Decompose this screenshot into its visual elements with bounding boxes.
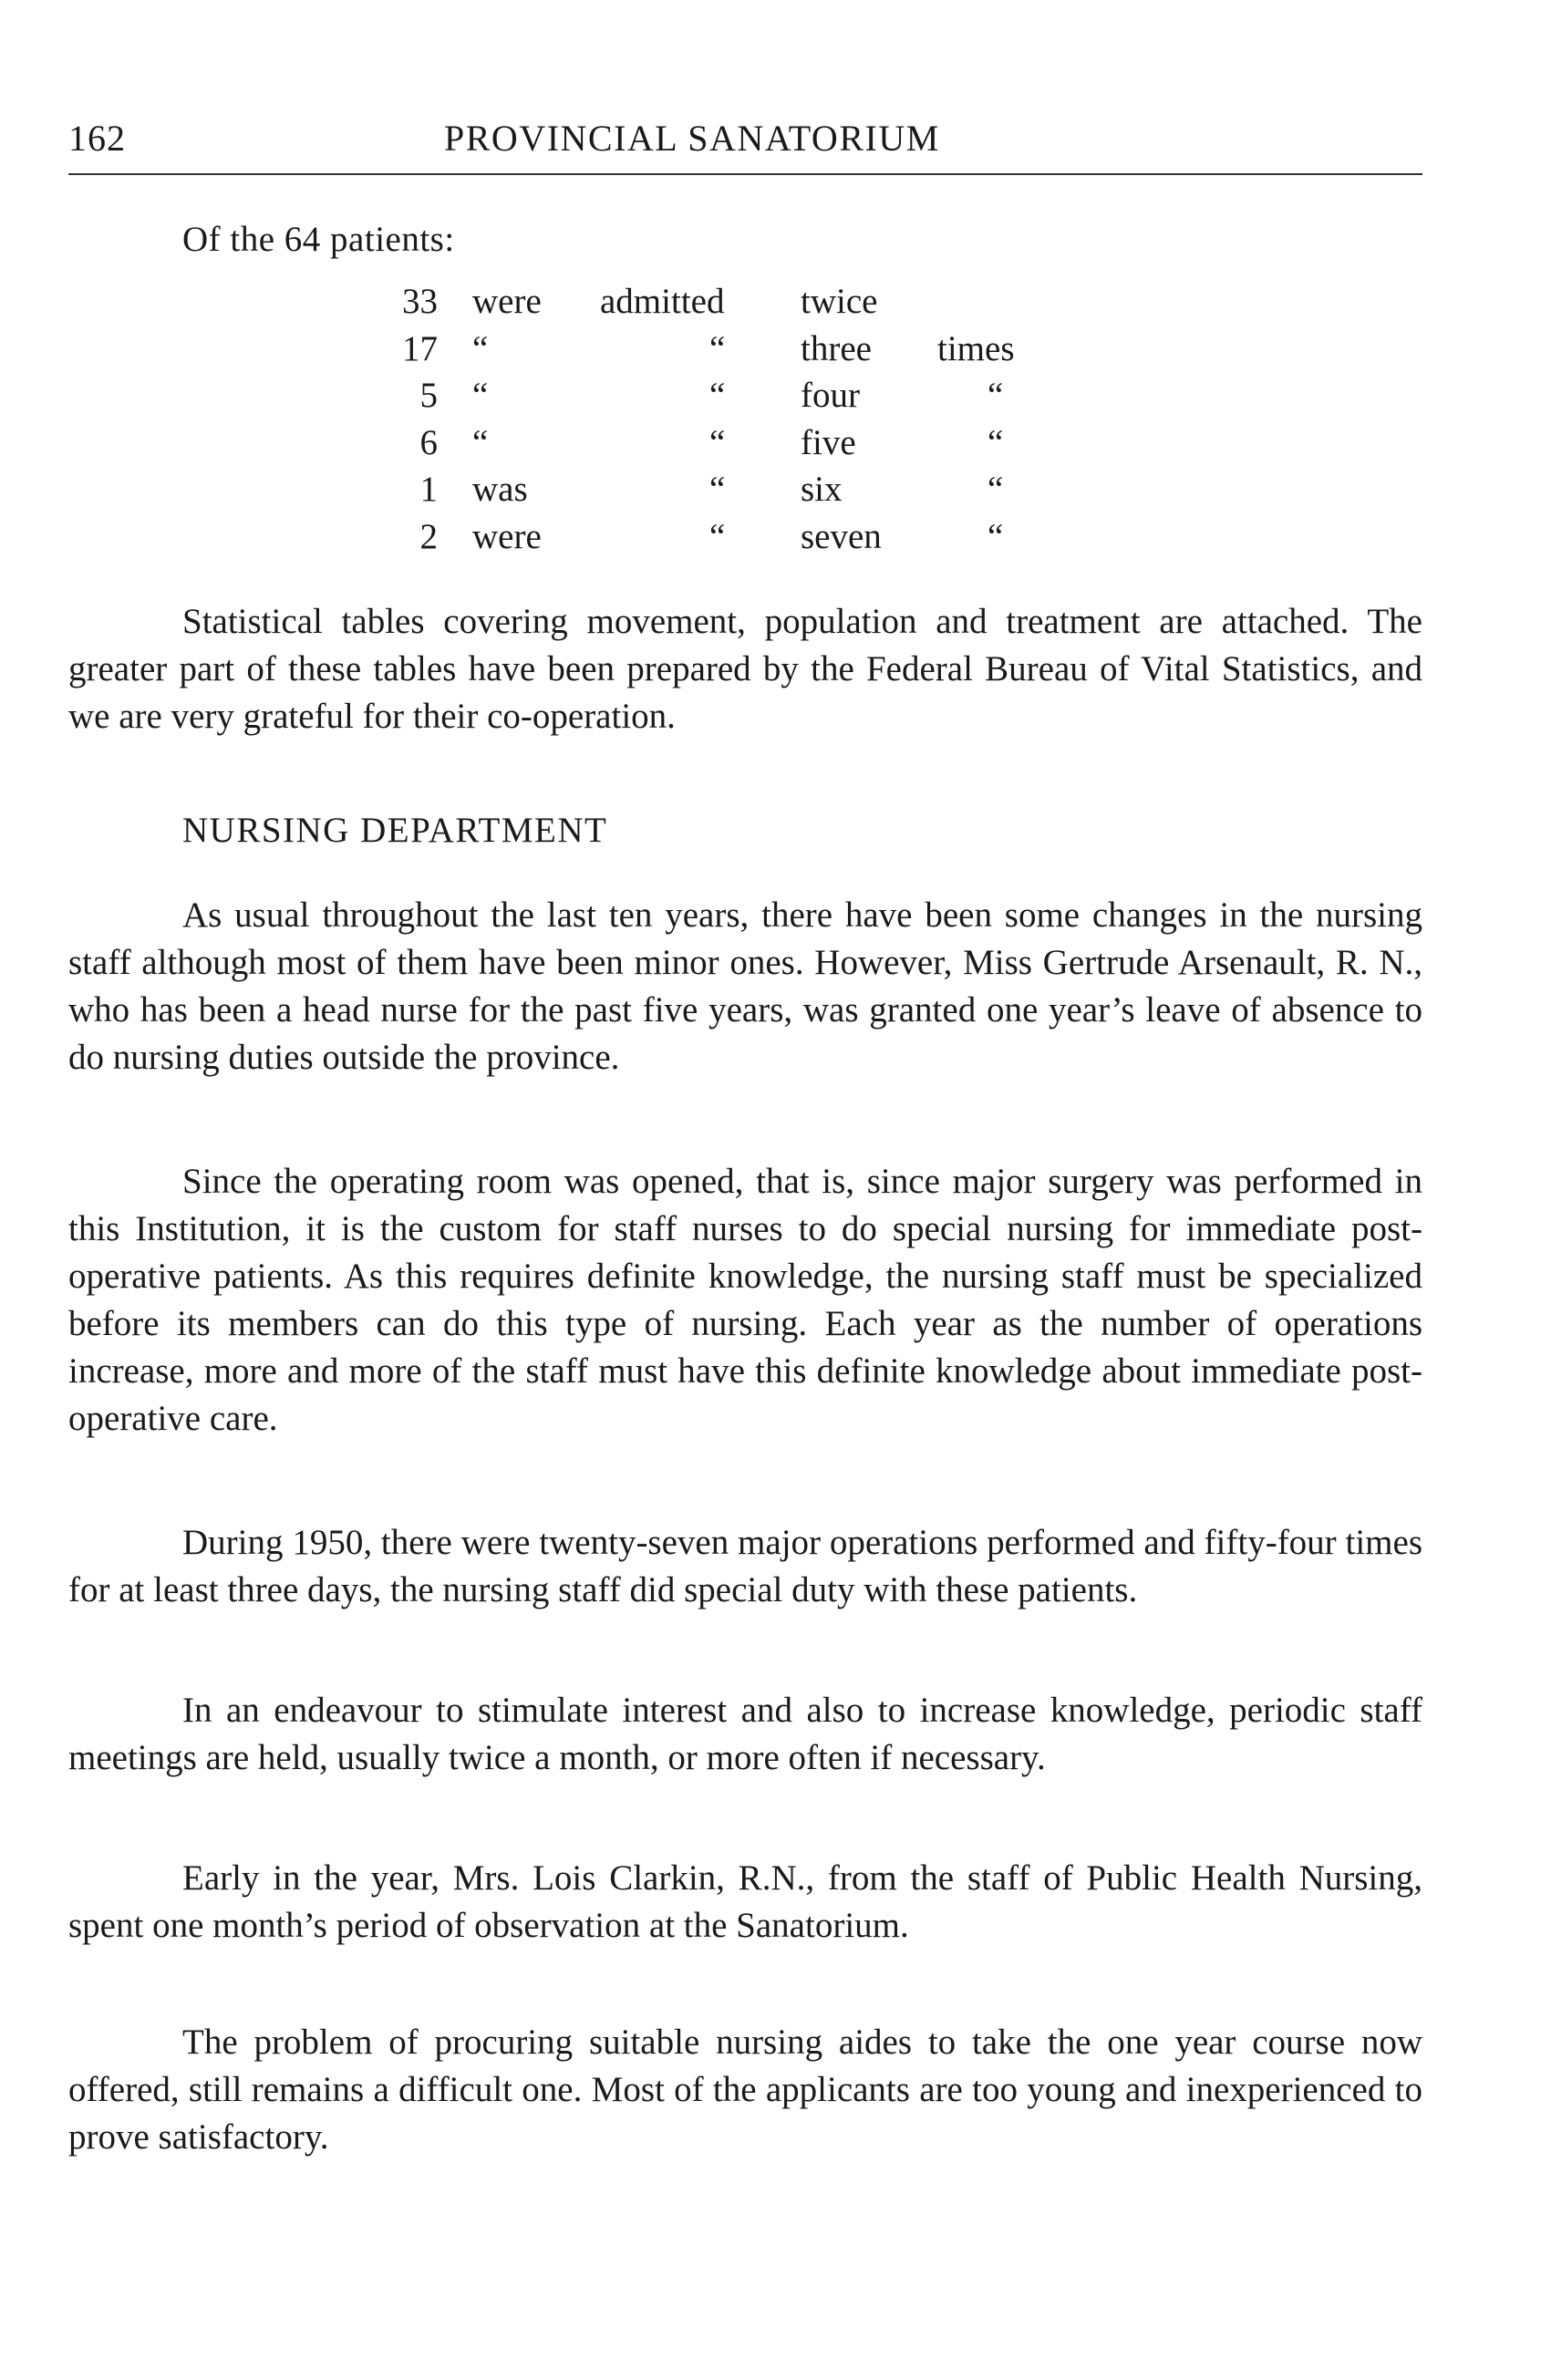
frequency-cell: five — [801, 422, 856, 462]
patient-count: 1 — [419, 470, 438, 509]
table-row — [369, 326, 1047, 373]
table-row — [369, 513, 1047, 561]
frequency-cell: seven — [801, 516, 882, 556]
verb-cell: was — [472, 470, 528, 509]
verb-cell — [438, 419, 600, 467]
times-cell — [937, 419, 1047, 467]
paragraph-operations: During 1950, there were twenty-seven major operations performed and fifty-four times for at least three days, the nursing staff did special duty with these patients. — [68, 1523, 1422, 1609]
ditto-mark: “ — [709, 470, 726, 509]
ditto-mark: “ — [472, 376, 489, 415]
times-cell — [937, 466, 1047, 513]
frequency-cell: four — [801, 376, 860, 415]
frequency-cell: three — [801, 328, 872, 368]
patient-count: 5 — [419, 376, 438, 415]
ditto-mark: “ — [988, 470, 1004, 509]
verb-cell: were — [472, 282, 542, 321]
patient-count: 2 — [419, 516, 438, 556]
page-number: 162 — [68, 118, 126, 159]
ditto-mark: “ — [472, 328, 489, 368]
ditto-mark: “ — [709, 328, 726, 368]
ditto-mark: “ — [709, 422, 726, 462]
paragraph-nursing-aides: The problem of procuring suitable nursing aides to take the one year course now offered, still remains a difficult one. Most of the applicants are too young and inexperienced to prove satisfactory. — [68, 2023, 1422, 2157]
ditto-mark: “ — [988, 516, 1004, 556]
times-cell — [937, 513, 1047, 561]
frequency-cell: twice — [801, 282, 878, 321]
ditto-mark: “ — [709, 516, 726, 556]
times-cell — [937, 372, 1047, 419]
verb-cell: were — [472, 516, 542, 556]
table-row — [369, 372, 1047, 419]
frequency-cell: six — [801, 470, 843, 509]
paragraph-staff-changes: As usual throughout the last ten years, there have been some changes in the nursing staff although most of them have been minor ones. However, Miss Gertrude Arsenault, R. N., who has been a head nurse for the past five years, was granted one year’s leave of absence to do nursing duties outside the province. — [68, 895, 1422, 1077]
patient-count: 33 — [402, 282, 438, 321]
running-head: PROVINCIAL SANATORIUM — [444, 118, 940, 159]
table-row — [369, 419, 1047, 467]
admitted-cell — [600, 419, 801, 467]
ditto-mark: “ — [988, 376, 1004, 415]
verb-cell — [438, 326, 600, 373]
patient-count: 17 — [402, 328, 438, 368]
paragraph-special-nursing: Since the operating room was opened, that is, since major surgery was performed in this Institution, it is the custom for staff nurses to do special nursing for immediate post-operative patients. As this requires definite knowledge, the nursing staff must be specialized before its members can do this type of nursing. Each year as the number of operations increase, more and more of the staff must have this definite knowledge about immediate post-operative care. — [68, 1162, 1422, 1438]
section-heading: NURSING DEPARTMENT — [182, 811, 608, 850]
table-row — [369, 466, 1047, 513]
times-cell: times — [937, 328, 1015, 368]
admissions-table — [369, 278, 1047, 560]
statistical-paragraph: Statistical tables covering movement, population and treatment are attached. The greater part of these tables have been prepared by the Federal Bureau of Vital Statistics, and we are very grateful for their co-operation. — [68, 602, 1422, 736]
admitted-cell — [600, 466, 801, 513]
intro-line: Of the 64 patients: — [182, 220, 455, 259]
times-cell — [937, 278, 1047, 326]
table-row — [369, 278, 1047, 326]
ditto-mark: “ — [472, 422, 489, 462]
patient-count: 6 — [419, 422, 438, 462]
admitted-cell — [600, 372, 801, 419]
page-header — [68, 117, 1422, 175]
admitted-cell — [600, 513, 801, 561]
admitted-cell: admitted — [600, 282, 725, 321]
ditto-mark: “ — [988, 422, 1004, 462]
paragraph-observation: Early in the year, Mrs. Lois Clarkin, R.N., from the staff of Public Health Nursing, spent one month’s period of observation at the Sanatorium. — [68, 1858, 1422, 1945]
ditto-mark: “ — [709, 376, 726, 415]
paragraph-staff-meetings: In an endeavour to stimulate interest and also to increase knowledge, periodic staff meetings are held, usually twice a month, or more often if necessary. — [68, 1691, 1422, 1777]
verb-cell — [438, 372, 600, 419]
admitted-cell — [600, 326, 801, 373]
